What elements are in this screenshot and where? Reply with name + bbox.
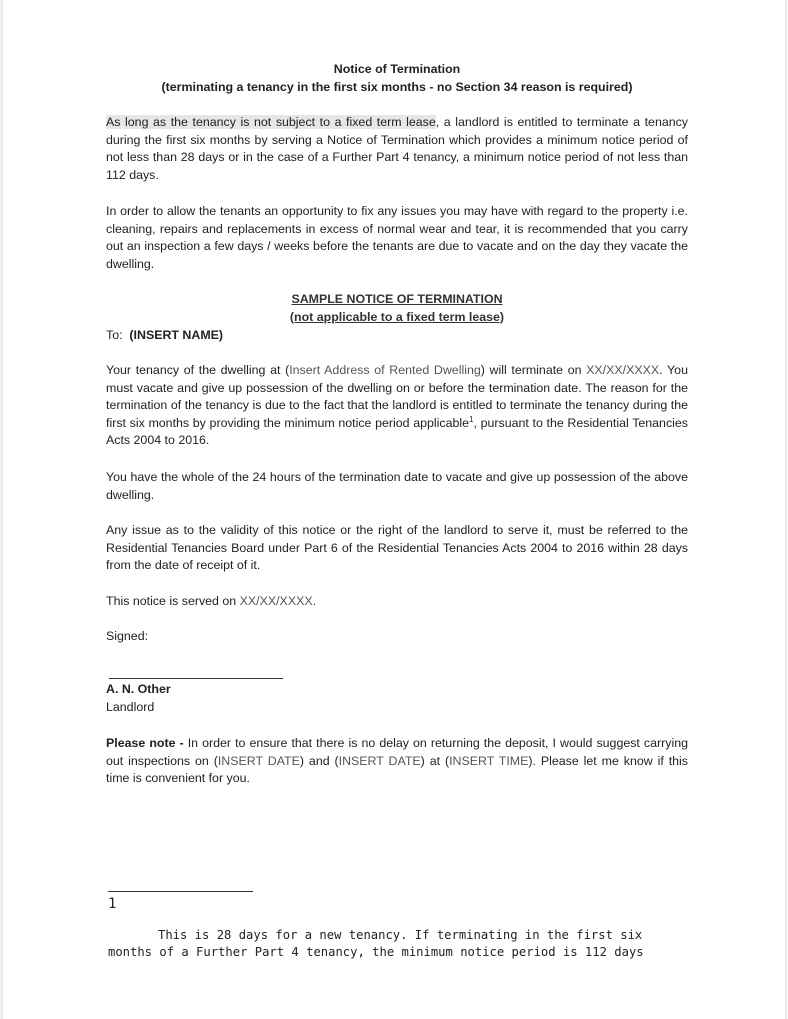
validity-text: Any issue as to the validity of this notice or the right of the landlord to serve it, must be referred to the Residential Tenancies Board under Part 6 of the Residential Tenancies Acts 2004 to 2016 within 28 days from the date of receipt of it. <box>106 523 688 573</box>
document-page <box>2 0 786 1019</box>
inspection-date-1-placeholder: INSERT DATE <box>217 753 300 768</box>
inspection-time-placeholder: INSERT TIME <box>449 753 529 768</box>
signed-label-block <box>106 628 688 646</box>
hours-paragraph <box>106 469 688 504</box>
hours-text: You have the whole of the 24 hours of the termination date to vacate and give up possession of the above dwelling. <box>106 470 688 502</box>
notice-text-2: ) will terminate on <box>480 363 587 377</box>
note-label: Please note - <box>106 736 184 750</box>
signature-line <box>109 678 283 679</box>
notice-text-1: Your tenancy of the dwelling at ( <box>106 363 290 377</box>
intro-highlight: As long as the tenancy is not subject to a fixed term lease <box>106 115 436 129</box>
note-text-4: ). Please let me know if this time is convenient for you. <box>106 753 688 786</box>
signatory-name: A. N. Other <box>106 682 171 696</box>
note-paragraph <box>106 735 688 788</box>
to-label: To: <box>106 328 123 342</box>
document-subtitle: (terminating a tenancy in the first six months - no Section 34 reason is required) <box>161 80 633 94</box>
validity-paragraph <box>106 522 688 575</box>
signed-label: Signed: <box>106 629 149 643</box>
note-text-1: In order to ensure that there is no delay on returning the deposit, I would suggest carrying out inspections on ( <box>106 736 688 768</box>
notice-text-4: , pursuant to the Residential Tenancies Acts 2004 to 2016. <box>106 415 688 448</box>
footnote-text <box>108 927 668 960</box>
intro-text: , a landlord is entitled to terminate a tenancy during the first six months by serving a Notice of Termination which provides a minimum notice period of not less than 28 days or in the case of a Further Part 4 tenancy, a minimum notice period of not less than 112 days. <box>106 115 689 182</box>
sample-heading: SAMPLE NOTICE OF TERMINATION <box>291 292 503 306</box>
document-title: Notice of Termination <box>333 62 461 76</box>
served-text: This notice is served on <box>106 594 240 608</box>
footnote-body: This is 28 days for a new tenancy. If terminating in the first six months of a Further Part 4 tenancy, the minimum notice period is 112 days <box>108 928 644 959</box>
served-end: . <box>312 594 317 608</box>
sample-heading-block <box>106 291 688 326</box>
to-name: (INSERT NAME) <box>129 328 224 342</box>
termination-date-placeholder: XX/XX/XXXX <box>586 363 660 377</box>
inspection-date-2-placeholder: INSERT DATE <box>338 753 421 768</box>
address-placeholder: Insert Address of Rented Dwelling <box>289 363 481 377</box>
footnote-number: 1 <box>108 896 117 912</box>
signatory-block <box>106 681 688 716</box>
served-date-placeholder: XX/XX/XXXX <box>239 594 313 608</box>
note-text-2: ) and ( <box>299 753 339 768</box>
note-text-3: ) at ( <box>420 753 450 768</box>
footnote-reference: 1 <box>469 414 474 424</box>
footnote-separator <box>108 891 253 892</box>
signatory-role: Landlord <box>106 699 155 714</box>
advice-paragraph <box>106 203 688 273</box>
advice-text: In order to allow the tenants an opportunity to fix any issues you may have with regard to the property i.e. cleaning, repairs and replacements in excess of normal wear and tear, it is recommended that you carry out an inspection a few days / weeks before the tenants are due to vacate and on the day they vacate the dwelling. <box>106 204 688 271</box>
notice-paragraph <box>106 362 688 450</box>
notice-text-3: . You must vacate and give up possession of the dwelling on or before the termination date. The reason for the termination of the tenancy is due to the fact that the landlord is entitled to terminate the tenancy during the first six months by providing the minimum notice period applicable <box>106 363 688 430</box>
sample-subheading: (not applicable to a fixed term lease) <box>289 309 505 324</box>
to-line <box>106 327 688 345</box>
intro-paragraph <box>106 114 688 184</box>
served-line <box>106 593 688 611</box>
